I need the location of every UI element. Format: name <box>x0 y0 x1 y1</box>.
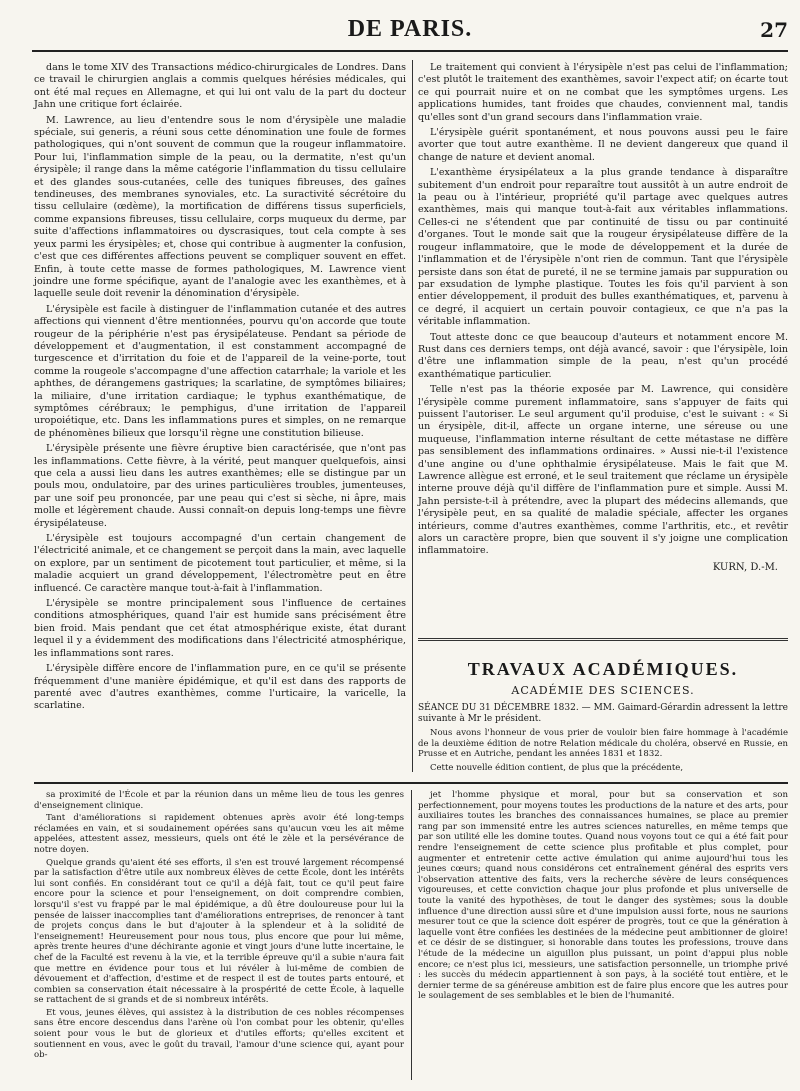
page-header <box>32 10 788 52</box>
paragraph: L'exanthème érysipélateux a la plus grande tendance à disparaître subitement d'un endroit pour reparaître tout aussitôt à un autre endroit de la peau ou à l'intérieur, propriété qu'il partage avec quelques autres exanthèmes, mais qui manque tout-à-fait aux véritables inflammations. Celles-ci ne s'étendent que par continuité de tissu ou par continuité d'organes. Tout le monde sait que la rougeur érysipélateuse diffère de la rougeur inflammatoire, que le mode de développement et la durée de l'inflammation et de l'érysipèle n'ont rien de commun. Tant que l'érysipèle persiste dans son état de pureté, il ne se termine jamais par suppuration ou par exsudation de lymphe plastique. Toutes les fois qu'il parvient à son entier développement, il produit des bulles exanthématiques, et, parvenu à ce degré, il acquiert un certain pouvoir contagieux, ce que n'a pas la véritable inflammation. <box>418 167 788 328</box>
horizontal-divider <box>34 782 788 784</box>
paragraph: Le traitement qui convient à l'érysipèle n'est pas celui de l'inflammation; c'est plutôt le traitement des exanthèmes, savoir l'expect atif; on écarte tout ce qui pourrait nuire et on ne combat que les symptômes urgens. Les applications humides, tant froides que chaudes, conviennent mal, tandis qu'elles sont d'un grand secours dans l'inflammation vraie. <box>418 62 788 123</box>
paragraph: L'érysipèle est toujours accompagné d'un certain changement de l'électricité animale, et ce changement se perçoit dans la main, avec laquelle on explore, par un sentiment de picotement tout particulier, et même, si la maladie acquiert un grand développement, l'électromètre peut en être influencé. Ce caractère manque tout-à-fait à l'inflammation. <box>34 533 406 594</box>
seance-line: SÉANCE DU 31 DÉCEMBRE 1832. — MM. Gaimard-Gérardin adressent la lettre suivante à Mr le président. <box>418 703 788 724</box>
paragraph: Nous avons l'honneur de vous prier de vouloir bien faire hommage à l'académie de la deuxième édition de notre Relation médicale du choléra, observé en Russie, en Prusse et en Autriche, pendant les années 1831 et 1832. <box>418 728 788 759</box>
paragraph: L'érysipèle guérit spontanément, et nous pouvons aussi peu le faire avorter que tout autre exanthème. Il ne devient dangereux que quand il change de nature et devient anomal. <box>418 127 788 163</box>
paragraph: sa proximité de l'École et par la réunion dans un même lieu de tous les genres d'enseignement clinique. <box>34 790 404 811</box>
paragraph: L'érysipèle est facile à distinguer de l'inflammation cutanée et des autres affections qui viennent d'être mentionnées, pourvu qu'on accorde que toute rougeur de la périphérie n'est pas érysipélateuse. Pendant sa période de développement et d'augmentation, il est constamment accompagné de turgescence et d'irritation du foie et de l'appareil de la veine-porte, tout comme la rougeole s'accompagne d'une affection catarrhale; la variole et les aphthes, de dérangemens gastriques; la scarlatine, de symptômes biliaires; la miliaire, d'une irritation cardiaque; le typhus exanthématique, de symptômes cérébraux; le pemphigus, d'une irritation de l'appareil uropoiétique, etc. Dans les inflammations pures et simples, on ne remarque de phénomènes bilieux que lorsqu'il règne une constitution bilieuse. <box>34 303 406 439</box>
paragraph: L'érysipèle diffère encore de l'inflammation pure, en ce qu'il se présente fréquemment d'une manière épidémique, et qu'il est dans des rapports de parenté avec d'autres exanthèmes, comme l'urticaire, la varicelle, la scarlatine. <box>34 663 406 712</box>
bottom-right-column <box>418 790 788 1080</box>
left-column <box>34 62 406 774</box>
paragraph: jet l'homme physique et moral, pour but sa conservation et son perfectionnement, pour moyens toutes les productions de la nature et des arts, pour auxiliaires toutes les branches des connaissances humaines, se place au premier rang par son immensité entre les autres sciences naturelles, en même temps que par son utilité elle les domine toutes. Quand nous voyons tout ce qui a été fait pour rendre l'enseignement de cette science plus profitable et plus complet, pour augmenter et entretenir cette active émulation qui anime aujourd'hui tous les jeunes cœurs; quand nous considérons cet entraînement général des esprits vers l'observation attentive des faits, vers la recherche sévère de leurs conséquences vigoureuses, et cette conviction chaque jour plus profonde et plus universelle de toute la vanité des hypothèses, de tout le danger des systèmes; sous la double influence d'une direction aussi sûre et d'une impulsion aussi forte, nous ne saurions mesurer tout ce que la science doit espérer de progrès, tout ce que la génération à laquelle vont être confiées les destinées de la médecine peut ambitionner de gloire! et ce désir de se distinguer, si honorable dans toutes les professions, trouve dans l'étude de la médecine un aiguillon plus puissant, un point d'appui plus noble encore; ce n'est plus ici, messieurs, une satisfaction personnelle, un triomphe privé : les succès du médecin appartiennent à son pays, à la société tout entière, et le dernier terme de sa généreuse ambition est de faire plus encore que les autres pour le soulagement de ses semblables et le bien de l'humanité. <box>418 790 788 1002</box>
paragraph: Cette nouvelle édition contient, de plus que la précédente, <box>430 762 684 773</box>
paragraph: Et vous, jeunes élèves, qui assistez à la distribution de ces nobles récompenses sans être encore descendus dans l'arène où l'on combat pour les obtenir, qu'elles soient pour vous le but de glorieux et d'utiles efforts; qu'elles excitent et soutiennent en vous, avec le goût du travail, l'amour d'une science qui, ayant pour ob- <box>34 1007 404 1061</box>
newspaper-page <box>20 10 790 1085</box>
page-title: DE PARIS. <box>347 16 473 42</box>
paragraph: Tant d'améliorations si rapidement obtenues après avoir été long-temps réclamées en vain, et si soudainement opérées sans qu'aucun vœu les ait même appelées, attestent assez, messieurs, quels ont été le zèle et la persévérance de notre doyen. <box>34 813 404 855</box>
paragraph: M. Lawrence, au lieu d'entendre sous le nom d'érysipèle une maladie spéciale, sui generis, a réuni sous cette dénomination une foule de formes pathologiques, qui n'ont souvent de commun que la rougeur inflammatoire. Pour lui, l'inflammation simple de la peau, ou la dermatite, n'est qu'un érysipèle; il range dans la même catégorie l'inflammation du tissu cellulaire et des glandes sous-cutanées, celle des tuniques fibreuses, des gaînes tendineuses, des membranes synoviales, etc. La suractivité sécrétoire du tissu cellulaire (œdème), la mortification de différens tissus superficiels, comme expansions fibreuses, tissu cellulaire, corps muqueux du derme, par suite d'affections inflammatoires ou dyscrasiques, tout cela compte à ses yeux parmi les érysipèles; et, chose qui contribue à augmenter la confusion, c'est que ces différentes affections peuvent se compliquer souvent en effet. Enfin, à toute cette masse de formes pathologiques, M. Lawrence vient joindre une forme spécifique, ayant de l'analogie avec les exanthèmes, et à laquelle seule doit revenir la dénomination d'érysipèle. <box>34 114 406 300</box>
column-divider <box>411 790 412 1080</box>
section-subtitle: ACADÉMIE DES SCIENCES. <box>511 684 695 697</box>
right-column <box>418 62 788 573</box>
section-title: TRAVAUX ACADÉMIQUES. <box>467 659 739 679</box>
column-divider <box>412 60 413 772</box>
paragraph: Tout atteste donc ce que beaucoup d'auteurs et notamment encore M. Rust dans ces derniers temps, ont déjà avancé, savoir : que l'érysipèle, loin d'être une inflammation simple de la peau, n'est qu'un procédé exanthématique particulier. <box>418 331 788 380</box>
paragraph: dans le tome XIV des Transactions médico-chirurgicales de Londres. Dans ce travail le chirurgien anglais a commis quelques hérésies médicales, qui ont été mal reçues en Allemagne, et qui lui ont valu de la part du docteur Jahn une critique fort éclairée. <box>34 62 406 111</box>
page-number: 27 <box>760 18 788 42</box>
author-signature: KURN, D.-M. <box>712 561 778 573</box>
paragraph: Quelque grands qu'aient été ses efforts, il s'en est trouvé largement récompensé par la satisfaction d'être utile aux nombreux élèves de cette École, dont les intérêts lui sont confiés. En considérant tout ce qu'il a déjà fait, tout ce qu'il peut faire encore pour la science et pour l'enseignement, on doit comprendre combien, lorsqu'il s'est vu frappé par le mal épidémique, a dû être douloureuse pour lui la pensée de laisser inaccomplies tant d'améliorations entreprises, de renoncer à tant de projets conçus dans le but d'ajouter à la splendeur et à la solidité de l'enseignement! Heureusement pour nous tous, plus encore que pour lui même, après trente heures d'une déchirante agonie et vingt jours d'une lutte incertaine, le chef de la Faculté est revenu à la vie, et la terrible épreuve qu'il a subie n'aura fait que mettre en évidence pour tous et lui révéler à lui-même de combien de dévouement et d'affection, d'estime et de respect il est de toutes parts entouré, et combien sa conservation était nécessaire à la prospérité de cette École, à laquelle se rattachent de si grands et de si nombreux intérêts. <box>34 857 404 1006</box>
paragraph: L'érysipèle se montre principalement sous l'influence de certaines conditions atmosphériques, quand l'air est humide sans précisément être bien froid. Mais pendant que cet état atmosphérique existe, état durant lequel il y a évidemment des modifications dans l'électricité atmosphérique, les inflammations sont rares. <box>34 598 406 659</box>
academic-section <box>418 638 788 776</box>
paragraph: Telle n'est pas la théorie exposée par M. Lawrence, qui considère l'érysipèle comme purement inflammatoire, sans s'appuyer de faits qui puissent l'autoriser. Le seul argument qu'il produise, c'est le suivant : « Si un érysipèle, dit-il, affecte un organe interne, une séreuse ou une muqueuse, l'inflammation interne résultant de cette métastase ne diffère pas sensiblement des inflammations ordinaires. » Aussi nie-t-il l'existence d'une angine ou d'une ophthalmie érysipélateuse. Mais le fait que M. Lawrence allègue est erroné, et le seul traitement que réclame un érysipèle interne prouve déjà qu'il diffère de l'inflammation pure et simple. Aussi M. Jahn persiste-t-il à prétendre, avec la plupart des médecins allemands, que l'érysipèle peut, en sa qualité de maladie spéciale, affecter les organes intérieurs, comme d'autres exanthèmes, comme l'arthritis, etc., et revêtir alors un caractère propre, bien que souvent il s'y joigne une complication inflammatoire. <box>418 384 788 557</box>
bottom-left-column <box>34 790 404 1080</box>
paragraph: L'érysipèle présente une fièvre éruptive bien caractérisée, que n'ont pas les inflammations. Cette fièvre, à la vérité, peut manquer quelquefois, ainsi que cela a aussi lieu dans les autres exanthèmes; elle se distingue par un pouls mou, ondulatoire, par des urines particulières troubles, jumenteuses, par une soif peu prononcée, par une peau qui c'est si sèche, ni âpre, mais molle et légèrement chaude. Aussi connaît-on depuis long-temps une fièvre érysipélateuse. <box>34 443 406 529</box>
